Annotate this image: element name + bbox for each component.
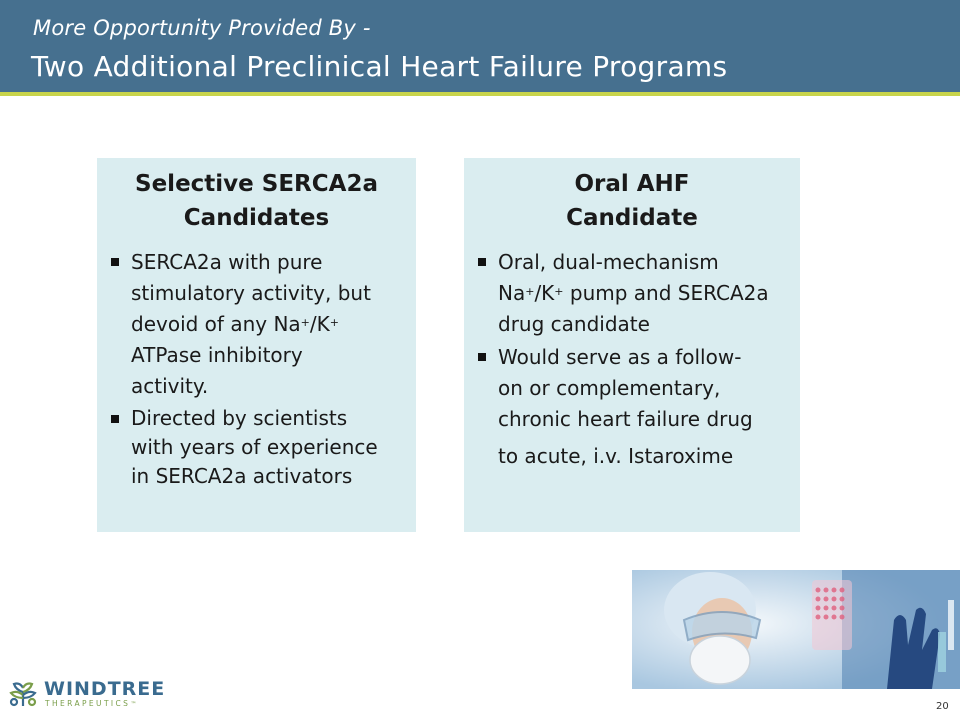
tree-logo-icon <box>6 676 40 710</box>
bullet-line: drug candidate <box>498 312 650 336</box>
header-banner <box>0 0 960 92</box>
logo-wordmark: WINDTREE <box>44 678 166 700</box>
bullet-item <box>97 404 416 491</box>
photo-illustration <box>632 570 960 689</box>
superscript: + <box>554 285 564 298</box>
superscript: + <box>525 285 535 298</box>
lab-scientist-photo <box>632 570 960 689</box>
bullet-text: Na <box>498 281 526 305</box>
bullet-line: Would serve as a follow- <box>498 345 742 369</box>
bullet-line: with years of experience <box>131 435 378 459</box>
square-bullet-icon <box>478 258 486 266</box>
bullet-list <box>464 247 800 472</box>
trademark-symbol: ™ <box>130 701 137 708</box>
bullet-line: Directed by scientists <box>131 406 348 430</box>
bullet-text: /K <box>309 312 330 336</box>
accent-divider <box>0 92 960 96</box>
bullet-item <box>464 247 800 340</box>
card-title-line: Selective SERCA2a <box>135 171 378 197</box>
square-bullet-icon <box>111 415 119 423</box>
logo-tagline <box>45 699 136 708</box>
bullet-item <box>97 247 416 402</box>
card-title <box>97 167 416 235</box>
card-title-line: Candidates <box>183 205 330 231</box>
bullet-line: in SERCA2a activators <box>131 464 353 488</box>
logo-tagline-text: THERAPEUTICS <box>45 699 131 708</box>
bullet-line <box>131 309 408 340</box>
square-bullet-icon <box>478 353 486 361</box>
superscript: + <box>300 316 310 329</box>
bullet-line <box>498 278 792 309</box>
superscript: + <box>329 316 339 329</box>
bullet-text: /K <box>534 281 555 305</box>
windtree-logo <box>6 676 166 712</box>
card-title-line: Candidate <box>566 205 698 231</box>
card-selective-serca2a <box>97 158 416 532</box>
bullet-line: activity. <box>131 374 209 398</box>
bullet-line: Oral, dual-mechanism <box>498 250 719 274</box>
bullet-item <box>464 342 800 472</box>
bullet-line: chronic heart failure drug <box>498 407 753 431</box>
card-title <box>464 167 800 235</box>
bullet-text: devoid of any Na <box>131 312 301 336</box>
card-oral-ahf <box>464 158 800 532</box>
header-subtitle: More Opportunity Provided By - <box>33 16 371 40</box>
bullet-line: to acute, i.v. Istaroxime <box>498 444 734 468</box>
card-title-line: Oral AHF <box>574 171 690 197</box>
square-bullet-icon <box>111 258 119 266</box>
page-title: Two Additional Preclinical Heart Failure Programs <box>31 50 728 83</box>
bullet-text: pump and SERCA2a <box>563 281 769 305</box>
bullet-list <box>97 247 416 491</box>
page-number: 20 <box>936 701 949 712</box>
bullet-line: SERCA2a with pure <box>131 250 323 274</box>
bullet-line: ATPase inhibitory <box>131 343 303 367</box>
bullet-line: stimulatory activity, but <box>131 281 371 305</box>
bullet-line: on or complementary, <box>498 376 721 400</box>
